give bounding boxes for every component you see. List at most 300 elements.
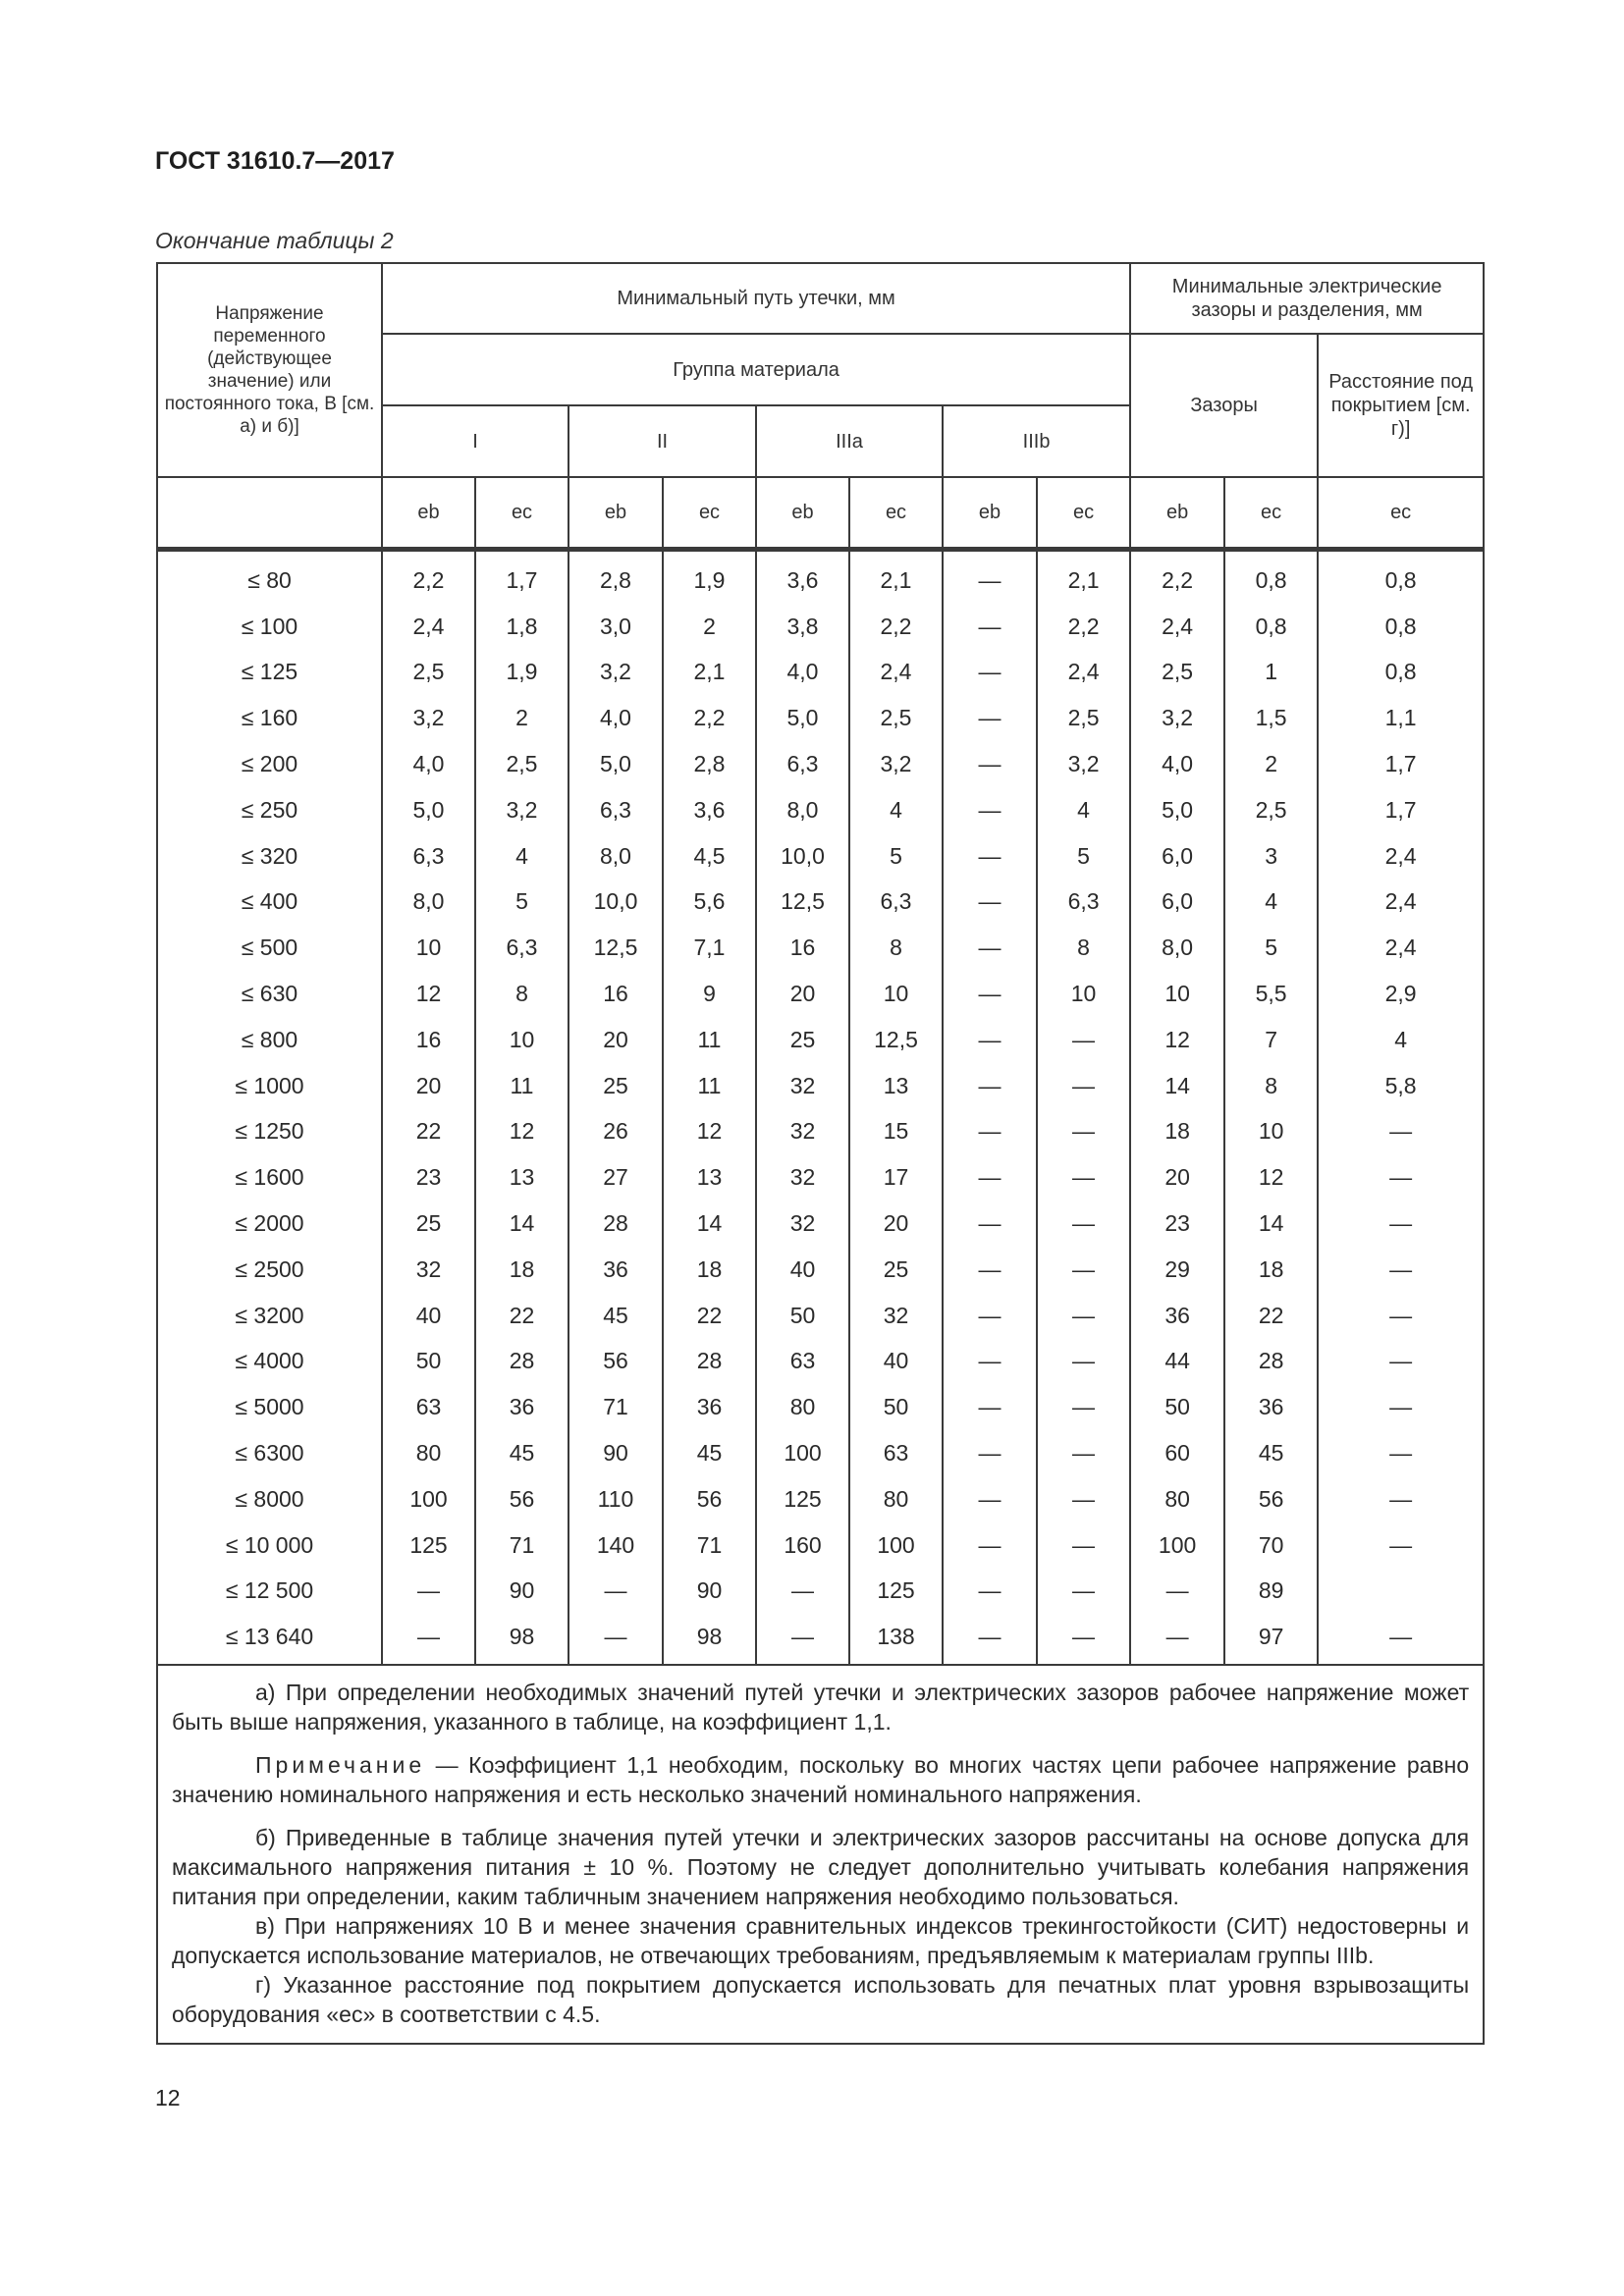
table-cell: 5 [1037,833,1130,880]
table-cell: 80 [849,1476,943,1522]
table-cell: 2,4 [1318,833,1484,880]
table-cell: 3,2 [1037,741,1130,787]
table-cell: 12,5 [849,1017,943,1063]
table-cell: — [1037,1201,1130,1247]
table-cell: 12 [475,1109,568,1155]
group-label: IIIa [756,405,943,477]
table-cell: 22 [382,1109,475,1155]
table-cell: 13 [663,1154,756,1201]
table-cell: — [943,880,1037,926]
table-cell: — [943,1569,1037,1615]
row-voltage: ≤ 5000 [157,1384,382,1430]
table-cell: — [943,787,1037,833]
table-cell: 1,7 [1318,787,1484,833]
table-cell: 6,3 [756,741,849,787]
table-cell: 63 [756,1339,849,1385]
table-cell: 5,5 [1224,971,1318,1017]
row-voltage: ≤ 250 [157,787,382,833]
table-cell: — [943,1614,1037,1665]
table-cell: 2,8 [663,741,756,787]
table-cell: 8,0 [756,787,849,833]
table-cell: 4,0 [568,695,663,741]
table-cell: 2,8 [568,551,663,604]
table-cell: 5,0 [1130,787,1224,833]
header-gaps: Зазоры [1130,334,1318,477]
table-cell: 56 [475,1476,568,1522]
table-cell: 10,0 [756,833,849,880]
table-cell: 36 [663,1384,756,1430]
table-cell: — [1318,1430,1484,1476]
table-cell: 18 [663,1247,756,1293]
table-cell: 5 [475,880,568,926]
data-table [156,262,1485,2045]
table-cell: 60 [1130,1430,1224,1476]
table-cell: 11 [475,1063,568,1109]
row-voltage: ≤ 100 [157,604,382,650]
table-cell: — [943,1017,1037,1063]
table-cell: 90 [568,1430,663,1476]
table-cell: 56 [568,1339,663,1385]
table-cell: — [1037,1293,1130,1339]
table-cell: 2,9 [1318,971,1484,1017]
table-cell: — [756,1569,849,1615]
table-cell: 32 [756,1201,849,1247]
table-cell: 10 [1037,971,1130,1017]
table-cell: 14 [475,1201,568,1247]
table-cell: 2 [475,695,568,741]
table-row [157,1154,1484,1201]
table-cell: 98 [663,1614,756,1665]
subheader-cell: ec [849,477,943,548]
subheader-empty [157,477,382,548]
table-cell: 18 [1130,1109,1224,1155]
row-voltage: ≤ 6300 [157,1430,382,1476]
table-cell: 100 [382,1476,475,1522]
table-cell: — [1037,1247,1130,1293]
subheader-cell: eb [756,477,849,548]
table-cell: 6,0 [1130,833,1224,880]
table-cell: 12 [1130,1017,1224,1063]
table-cell: 28 [475,1339,568,1385]
table-cell: 3,6 [756,551,849,604]
table-cell: 20 [756,971,849,1017]
table-cell: 8,0 [568,833,663,880]
table-cell: 32 [756,1154,849,1201]
row-voltage: ≤ 8000 [157,1476,382,1522]
table-cell: 71 [663,1522,756,1569]
table-cell: 138 [849,1614,943,1665]
table-cell: 14 [1130,1063,1224,1109]
table-cell: 36 [568,1247,663,1293]
table-cell: 80 [1130,1476,1224,1522]
table-row [157,1293,1484,1339]
table-cell: — [943,1293,1037,1339]
table-cell: — [943,1201,1037,1247]
table-cell: — [756,1614,849,1665]
table-cell: 110 [568,1476,663,1522]
table-row [157,695,1484,741]
table-cell: — [1318,1522,1484,1569]
row-voltage: ≤ 12 500 [157,1569,382,1615]
table-row [157,551,1484,604]
table-cell: 2,4 [849,650,943,696]
table-cell: 10 [849,971,943,1017]
table-cell: 90 [475,1569,568,1615]
table-cell: 0,8 [1224,551,1318,604]
table-row [157,1522,1484,1569]
table-cell: 71 [568,1384,663,1430]
table-cell: 2,2 [1130,551,1224,604]
table-cell: 3,2 [475,787,568,833]
table-cell: 2,4 [382,604,475,650]
table-cell: 100 [1130,1522,1224,1569]
table-cell: 98 [475,1614,568,1665]
table-cell: — [568,1569,663,1615]
table-cell: 44 [1130,1339,1224,1385]
table-row [157,1476,1484,1522]
page-number: 12 [155,2085,181,2110]
table-cell: — [568,1614,663,1665]
subheader-cell: eb [1130,477,1224,548]
table-cell: 40 [756,1247,849,1293]
header-voltage: Напряжение переменного (действующее значение) или постоянного тока, В [см. а) и б)] [157,263,382,477]
table-cell: 89 [1224,1569,1318,1615]
table-cell: 6,0 [1130,880,1224,926]
table-cell: 45 [568,1293,663,1339]
table-cell: 28 [568,1201,663,1247]
remark [172,1750,1469,1809]
table-cell: — [943,604,1037,650]
table-cell: 2,2 [382,551,475,604]
table-cell: — [1318,1614,1484,1665]
table-cell: 32 [756,1109,849,1155]
table-cell: — [1037,1339,1130,1385]
table-cell: 3,6 [663,787,756,833]
table-cell: 23 [1130,1201,1224,1247]
table-cell: 4 [849,787,943,833]
table-cell: 2,4 [1318,925,1484,971]
table-caption: Окончание таблицы 2 [155,228,394,253]
table-cell: 7 [1224,1017,1318,1063]
table-cell: 0,8 [1318,551,1484,604]
table-cell [1318,1569,1484,1615]
table-cell: 125 [382,1522,475,1569]
table-cell: 23 [382,1154,475,1201]
table-row [157,741,1484,787]
table-cell: 90 [663,1569,756,1615]
table-cell: 29 [1130,1247,1224,1293]
table-row [157,1614,1484,1665]
table-cell: — [943,1476,1037,1522]
table-cell: 2,5 [849,695,943,741]
table-cell: 5,0 [756,695,849,741]
row-voltage: ≤ 1000 [157,1063,382,1109]
table-cell: 0,8 [1318,604,1484,650]
table-cell: 1,1 [1318,695,1484,741]
table-cell: 2,4 [1130,604,1224,650]
table-row [157,971,1484,1017]
table-cell: 1 [1224,650,1318,696]
table-cell: — [1037,1614,1130,1665]
table-cell: 8 [1037,925,1130,971]
table-cell: 15 [849,1109,943,1155]
table-cell: 1,5 [1224,695,1318,741]
row-voltage: ≤ 125 [157,650,382,696]
table-cell: 50 [849,1384,943,1430]
table-cell: 1,9 [475,650,568,696]
table-cell: 20 [849,1201,943,1247]
table-cell: 6,3 [382,833,475,880]
table-cell: 8,0 [382,880,475,926]
table-cell: — [943,1154,1037,1201]
table-cell: — [1037,1430,1130,1476]
table-cell: 2,1 [849,551,943,604]
table-cell: 22 [1224,1293,1318,1339]
table-cell: 2,2 [663,695,756,741]
table-cell: 8 [849,925,943,971]
table-row [157,1430,1484,1476]
table-cell: 4,0 [756,650,849,696]
table-cell: 2 [1224,741,1318,787]
table-cell: 5,6 [663,880,756,926]
table-row [157,1339,1484,1385]
table-cell: — [1318,1384,1484,1430]
table-cell: 10 [475,1017,568,1063]
table-cell: 97 [1224,1614,1318,1665]
table-cell: — [943,971,1037,1017]
table-row [157,1569,1484,1615]
header-coating: Расстояние под покрытием [см. г)] [1318,334,1484,477]
row-voltage: ≤ 500 [157,925,382,971]
table-cell: 9 [663,971,756,1017]
row-voltage: ≤ 630 [157,971,382,1017]
table-cell: 0,8 [1224,604,1318,650]
table-cell: 20 [568,1017,663,1063]
table-cell: 6,3 [849,880,943,926]
table-cell: 26 [568,1109,663,1155]
table-cell: 3,0 [568,604,663,650]
table-cell: 28 [1224,1339,1318,1385]
row-voltage: ≤ 10 000 [157,1522,382,1569]
table-cell: 16 [382,1017,475,1063]
table-cell: 20 [382,1063,475,1109]
table-cell: 3,2 [1130,695,1224,741]
subheader-cell: ec [1318,477,1484,548]
table-cell: 2,5 [1224,787,1318,833]
table-cell: 16 [756,925,849,971]
table-cell: — [1318,1339,1484,1385]
table-cell: 6,3 [568,787,663,833]
table-cell: 8 [475,971,568,1017]
table-cell: — [382,1569,475,1615]
table-cell: — [1037,1154,1130,1201]
table-cell: 12 [663,1109,756,1155]
table-cell: 4 [1224,880,1318,926]
header-creepage: Минимальный путь утечки, мм [382,263,1130,334]
table-cell: 25 [568,1063,663,1109]
table-cell: 2,5 [475,741,568,787]
table-cell: 1,7 [475,551,568,604]
table-cell: — [943,741,1037,787]
table-cell: 14 [663,1201,756,1247]
table-cell: 17 [849,1154,943,1201]
group-label: II [568,405,756,477]
table-cell: 11 [663,1063,756,1109]
table-cell: 16 [568,971,663,1017]
table-cell: 18 [1224,1247,1318,1293]
table-cell: 63 [382,1384,475,1430]
row-voltage: ≤ 13 640 [157,1614,382,1665]
subheader-cell: ec [1224,477,1318,548]
table-cell: — [943,1063,1037,1109]
note-a: а) При определении необходимых значений путей утечки и электрических зазоров рабочее напряжение может быть выше напряжения, указанного в таблице, на коэффициент 1,1. [172,1680,1470,1735]
table-cell: 10 [1224,1109,1318,1155]
table-cell: 4 [475,833,568,880]
table-cell: 80 [382,1430,475,1476]
table-cell: 4,5 [663,833,756,880]
table-row [157,833,1484,880]
table-row [157,787,1484,833]
table-row [157,1247,1484,1293]
subheader-cell: eb [382,477,475,548]
table-cell: — [943,695,1037,741]
table-cell: 12 [382,971,475,1017]
table-cell: 50 [382,1339,475,1385]
table-cell: 22 [663,1293,756,1339]
table-cell: — [1318,1109,1484,1155]
note-b: б) Приведенные в таблице значения путей утечки и электрических зазоров рассчитаны на основе допуска для максимального напряжения питания ± 10 %. Поэтому не следует дополнительно учитывать колебания напряжения питания при определении, каким табличным значением напряжения необходимо пользоваться. [172,1825,1470,1910]
table-cell: 2,4 [1037,650,1130,696]
table-cell: 2,2 [1037,604,1130,650]
table-cell: 70 [1224,1522,1318,1569]
row-voltage: ≤ 400 [157,880,382,926]
table-row [157,925,1484,971]
table-cell: 3,8 [756,604,849,650]
table-cell: 2,4 [1318,880,1484,926]
subheader-cell: eb [568,477,663,548]
table-cell: 6,3 [1037,880,1130,926]
table-cell: 2,5 [382,650,475,696]
table-cell: 80 [756,1384,849,1430]
row-voltage: ≤ 2000 [157,1201,382,1247]
table-cell: 56 [1224,1476,1318,1522]
row-voltage: ≤ 4000 [157,1339,382,1385]
note-v: в) При напряжениях 10 В и менее значения сравнительных индексов трекингостойкости (СИТ) недостоверны и допускается использование материалов, не отвечающих требованиям, предъявляемым к материалам группы IIIb. [172,1913,1470,1969]
table-cell: 36 [1130,1293,1224,1339]
table-cell: 3 [1224,833,1318,880]
row-voltage: ≤ 3200 [157,1293,382,1339]
table-cell: — [1318,1293,1484,1339]
table-cell: 13 [475,1154,568,1201]
table-cell: — [943,925,1037,971]
table-cell: 8 [1224,1063,1318,1109]
table-cell: 45 [1224,1430,1318,1476]
table-cell: — [1318,1201,1484,1247]
table-cell: — [943,650,1037,696]
table-cell: 140 [568,1522,663,1569]
table-cell: 45 [663,1430,756,1476]
table-cell: 5,0 [382,787,475,833]
table-row [157,1201,1484,1247]
table-cell: 14 [1224,1201,1318,1247]
note-g: г) Указанное расстояние под покрытием допускается использовать для печатных плат уровня взрывозащиты оборудования «ес» в соответствии с 4.5. [172,1972,1470,2028]
table-cell: 4,0 [382,741,475,787]
table-cell: — [943,551,1037,604]
table-cell: 25 [756,1017,849,1063]
table-cell: 50 [1130,1384,1224,1430]
table-cell: 27 [568,1154,663,1201]
row-voltage: ≤ 800 [157,1017,382,1063]
row-voltage: ≤ 1600 [157,1154,382,1201]
table-cell: 18 [475,1247,568,1293]
table-cell: 3,2 [849,741,943,787]
table-cell: 2,5 [1037,695,1130,741]
table-cell: 125 [756,1476,849,1522]
table-cell: 2,1 [663,650,756,696]
table-cell: — [1318,1476,1484,1522]
table-cell: 28 [663,1339,756,1385]
table-cell: — [943,1522,1037,1569]
table-cell: 13 [849,1063,943,1109]
row-voltage: ≤ 200 [157,741,382,787]
table-cell: 63 [849,1430,943,1476]
subheader-cell: ec [1037,477,1130,548]
table-cell: 20 [1130,1154,1224,1201]
table-cell: 56 [663,1476,756,1522]
table-cell: 8,0 [1130,925,1224,971]
table-row [157,1109,1484,1155]
group-label: I [382,405,568,477]
table-cell: — [943,1109,1037,1155]
table-cell: — [1037,1569,1130,1615]
table-cell: — [1037,1476,1130,1522]
table-cell: 5 [1224,925,1318,971]
table-cell: 10 [1130,971,1224,1017]
table-cell: 32 [382,1247,475,1293]
table-cell: — [1037,1063,1130,1109]
table-cell: 5,8 [1318,1063,1484,1109]
table-cell: 11 [663,1017,756,1063]
table-cell: 0,8 [1318,650,1484,696]
table-cell: — [1318,1247,1484,1293]
table-cell: 1,8 [475,604,568,650]
table-cell: 6,3 [475,925,568,971]
header-clearances: Минимальные электрические зазоры и разделения, мм [1130,263,1484,334]
table-cell: 160 [756,1522,849,1569]
table-cell: 1,7 [1318,741,1484,787]
table-cell: — [943,833,1037,880]
table-cell: 10,0 [568,880,663,926]
table-cell: — [1037,1522,1130,1569]
table-cell: — [1037,1109,1130,1155]
table-cell: — [1130,1569,1224,1615]
table-cell: 36 [1224,1384,1318,1430]
subheader-cell: eb [943,477,1037,548]
table-cell: 32 [849,1293,943,1339]
table-cell: 2,2 [849,604,943,650]
remark-label: Примечание [255,1752,426,1779]
table-row [157,880,1484,926]
table-cell: 3,2 [382,695,475,741]
table-cell: 22 [475,1293,568,1339]
table-cell: 2,1 [1037,551,1130,604]
table-cell: 4 [1318,1017,1484,1063]
document-code: ГОСТ 31610.7—2017 [155,147,395,175]
table-notes [157,1665,1484,2044]
table-row [157,604,1484,650]
table-cell: 25 [849,1247,943,1293]
table-cell: 45 [475,1430,568,1476]
